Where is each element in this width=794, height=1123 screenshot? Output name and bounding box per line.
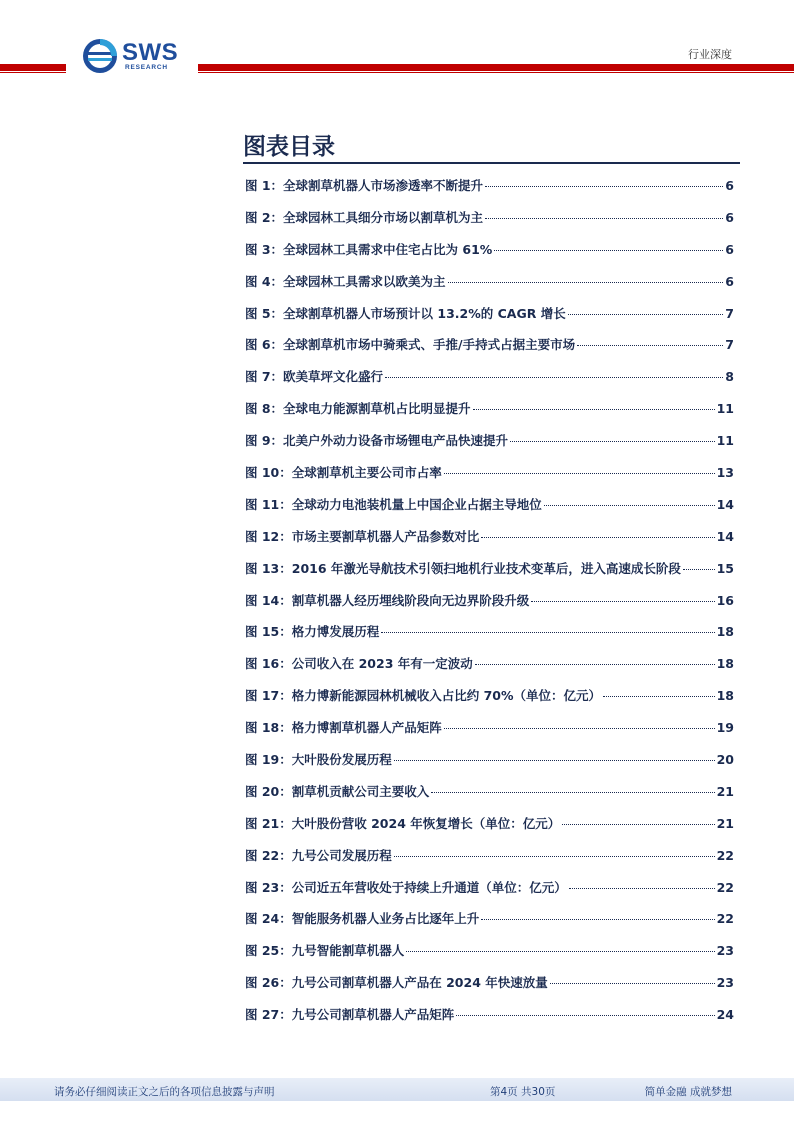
toc-dot-leader [544,505,715,506]
toc-dot-leader [562,824,714,825]
toc-entry-page: 22 [716,847,734,863]
toc-title: 图表目录 [243,134,335,160]
toc-entry-label: 图 7：欧美草坪文化盛行 [245,369,384,385]
toc-entry-label: 图 3：全球园林工具需求中住宅占比为 61% [245,241,493,257]
toc-entry[interactable] [245,718,734,750]
toc-dot-leader [481,919,714,920]
toc-dot-leader [683,569,715,570]
toc-entry-page: 16 [716,592,734,608]
toc-entry-page: 6 [725,209,734,225]
toc-entry-page: 14 [716,496,734,512]
toc-entry[interactable] [245,527,734,559]
toc-list [245,176,734,1037]
toc-entry-label: 图 21：大叶股份营收 2024 年恢复增长（单位：亿元） [245,815,561,831]
toc-entry-page: 11 [716,401,734,417]
toc-entry[interactable] [245,686,734,718]
toc-title-divider [243,162,740,164]
toc-entry-label: 图 25：九号智能割草机器人 [245,943,405,959]
toc-dot-leader [475,664,715,665]
toc-entry[interactable] [245,176,734,208]
toc-entry-page: 23 [716,975,734,991]
toc-dot-leader [494,250,723,251]
toc-dot-leader [381,632,714,633]
toc-entry[interactable] [245,335,734,367]
toc-entry-label: 图 27：九号公司割草机器人产品矩阵 [245,1007,455,1023]
toc-entry-label: 图 1：全球割草机器人市场渗透率不断提升 [245,178,484,193]
toc-entry-page: 6 [725,273,734,289]
toc-entry[interactable] [245,782,734,814]
toc-dot-leader [569,888,715,889]
toc-entry-page: 6 [725,241,734,257]
toc-dot-leader [485,186,723,187]
toc-entry[interactable] [245,272,734,304]
toc-entry[interactable] [245,591,734,623]
toc-entry-label: 图 13：2016 年激光导航技术引领扫地机行业技术变革后，进入高速成长阶段 [245,560,681,576]
footer-disclaimer: 请务必仔细阅读正文之后的各项信息披露与声明 [54,1086,275,1098]
toc-entry-page: 11 [716,433,734,449]
toc-entry[interactable] [245,208,734,240]
toc-entry[interactable] [245,399,734,431]
toc-dot-leader [510,441,715,442]
toc-entry[interactable] [245,878,734,910]
toc-dot-leader [456,1015,714,1016]
toc-entry[interactable] [245,463,734,495]
toc-dot-leader [603,696,715,697]
toc-entry-page: 6 [725,178,734,193]
toc-dot-leader [444,473,715,474]
toc-entry-page: 7 [725,337,734,353]
toc-entry-label: 图 14：割草机器人经历埋线阶段向无边界阶段升级 [245,592,530,608]
toc-entry-page: 18 [716,688,734,704]
footer-page-info: 第4页 共30页 [490,1086,556,1098]
toc-entry[interactable] [245,909,734,941]
toc-dot-leader [448,282,724,283]
toc-entry-label: 图 12：市场主要割草机器人产品参数对比 [245,528,480,544]
toc-entry-label: 图 8：全球电力能源割草机占比明显提升 [245,401,471,417]
toc-entry[interactable] [245,559,734,591]
logo-subtext: RESEARCH [125,64,168,71]
toc-entry-label: 图 2：全球园林工具细分市场以割草机为主 [245,209,484,225]
toc-entry[interactable] [245,431,734,463]
document-type-label: 行业深度 [688,48,732,61]
toc-entry[interactable] [245,750,734,782]
toc-entry-label: 图 20：割草机贡献公司主要收入 [245,783,430,799]
toc-entry[interactable] [245,973,734,1005]
toc-dot-leader [385,377,723,378]
toc-entry[interactable] [245,1005,734,1037]
toc-entry-page: 22 [716,911,734,927]
toc-dot-leader [394,760,715,761]
header-red-bar-right [198,64,794,71]
toc-entry-page: 15 [716,560,734,576]
toc-entry-label: 图 15：格力博发展历程 [245,624,380,640]
toc-entry[interactable] [245,654,734,686]
toc-entry-label: 图 6：全球割草机市场中骑乘式、手推/手持式占据主要市场 [245,337,576,353]
toc-dot-leader [577,345,723,346]
toc-entry-label: 图 11：全球动力电池装机量上中国企业占据主导地位 [245,496,542,512]
toc-entry-label: 图 5：全球割草机器人市场预计以 13.2%的 CAGR 增长 [245,305,566,321]
toc-entry[interactable] [245,240,734,272]
sws-logo [82,38,192,74]
toc-dot-leader [568,314,724,315]
toc-entry-page: 22 [716,879,734,895]
toc-entry-label: 图 16：公司收入在 2023 年有一定波动 [245,656,473,672]
toc-entry[interactable] [245,304,734,336]
toc-entry-label: 图 23：公司近五年营收处于持续上升通道（单位：亿元） [245,879,567,895]
toc-entry-page: 23 [716,943,734,959]
toc-entry-page: 7 [725,305,734,321]
toc-entry[interactable] [245,495,734,527]
toc-entry-label: 图 26：九号公司割草机器人产品在 2024 年快速放量 [245,975,548,991]
toc-entry-label: 图 4：全球园林工具需求以欧美为主 [245,273,446,289]
toc-dot-leader [473,409,715,410]
toc-entry[interactable] [245,846,734,878]
toc-entry[interactable] [245,622,734,654]
toc-entry-label: 图 18：格力博割草机器人产品矩阵 [245,720,442,736]
toc-entry-page: 21 [716,783,734,799]
sws-logo-icon [82,38,118,74]
toc-dot-leader [531,601,714,602]
toc-entry-page: 18 [716,624,734,640]
toc-dot-leader [431,792,714,793]
logo-text: SWS [122,39,179,66]
toc-entry-label: 图 24：智能服务机器人业务占比逐年上升 [245,911,480,927]
toc-entry-label: 图 22：九号公司发展历程 [245,847,392,863]
toc-dot-leader [406,951,714,952]
header-red-bar-left [0,64,66,71]
toc-dot-leader [485,218,723,219]
toc-entry-page: 13 [716,465,734,481]
toc-entry-page: 14 [716,528,734,544]
toc-entry-page: 24 [716,1007,734,1023]
toc-entry-label: 图 17：格力博新能源园林机械收入占比约 70%（单位：亿元） [245,688,602,704]
toc-dot-leader [481,537,714,538]
toc-entry-label: 图 19：大叶股份发展历程 [245,752,392,768]
toc-entry-page: 19 [716,720,734,736]
toc-entry-page: 20 [716,752,734,768]
toc-entry[interactable] [245,367,734,399]
toc-entry-label: 图 9：北美户外动力设备市场锂电产品快速提升 [245,433,509,449]
toc-dot-leader [444,728,715,729]
toc-entry[interactable] [245,941,734,973]
toc-dot-leader [394,856,715,857]
toc-entry-page: 8 [725,369,734,385]
toc-entry-page: 21 [716,815,734,831]
toc-entry-page: 18 [716,656,734,672]
footer-slogan: 简单金融 成就梦想 [644,1086,732,1098]
toc-entry-label: 图 10：全球割草机主要公司市占率 [245,465,442,481]
toc-dot-leader [550,983,715,984]
toc-entry[interactable] [245,814,734,846]
